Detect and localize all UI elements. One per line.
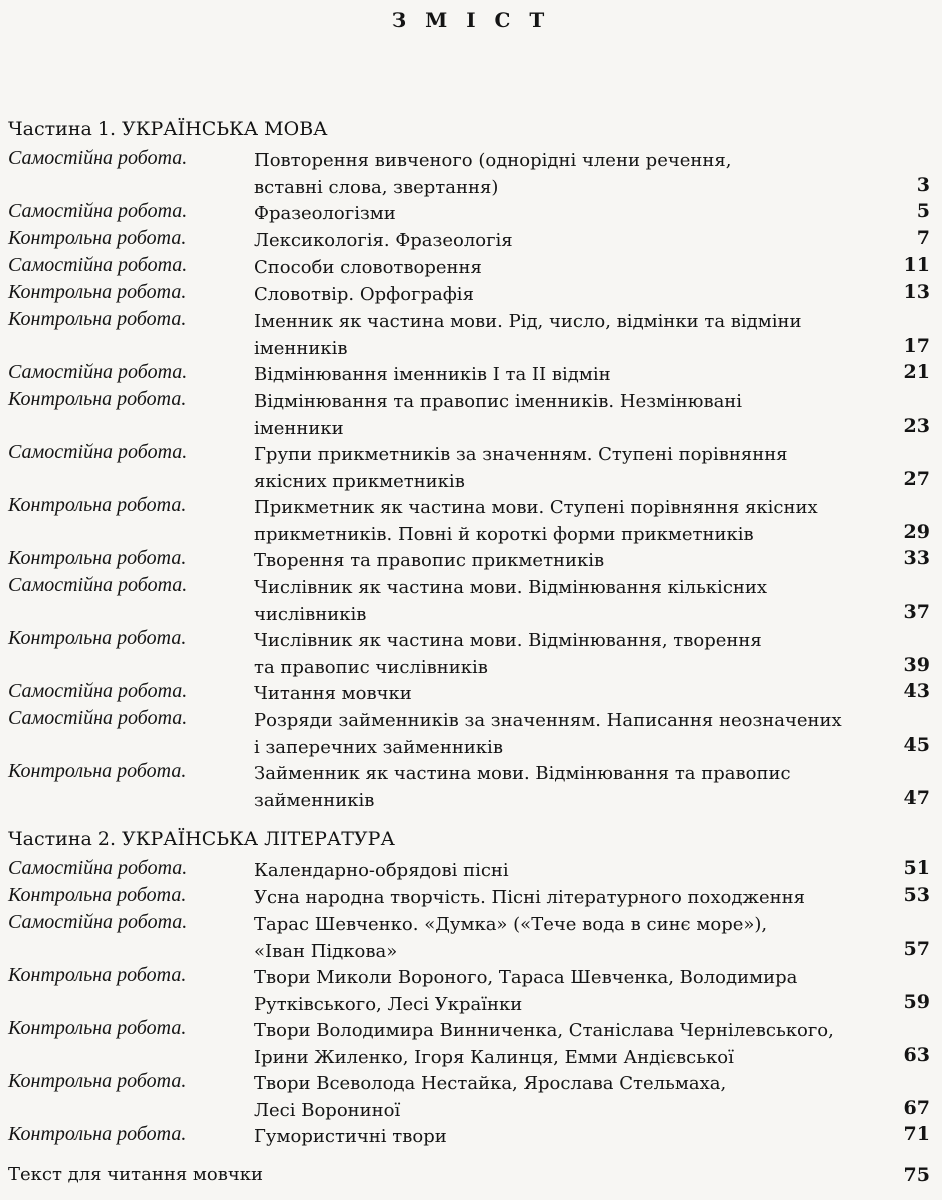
page-number: 57 — [903, 938, 930, 960]
page-number: 67 — [903, 1097, 930, 1119]
topic-line: Відмінювання іменників І та ІІ відмін — [254, 364, 611, 385]
work-type-label: Контрольна робота. — [8, 1017, 187, 1039]
topic-text — [254, 494, 894, 548]
work-type-label: Контрольна робота. — [8, 760, 187, 782]
page-number: 23 — [903, 415, 930, 437]
work-type-label: Контрольна робота. — [8, 308, 187, 330]
topic-line: іменників — [254, 338, 348, 359]
page-number: 71 — [903, 1123, 930, 1145]
work-type-label: Контрольна робота. — [8, 964, 187, 986]
topic-line: Повторення вивченого (однорідні члени речення, — [254, 150, 732, 171]
work-type-label: Контрольна робота. — [8, 884, 187, 906]
topic-text — [254, 680, 894, 707]
topic-text — [254, 147, 894, 201]
work-type-label: Контрольна робота. — [8, 1070, 187, 1092]
topic-line: Розряди займенників за значенням. Написання неозначених — [254, 710, 842, 731]
work-type-label: Контрольна робота. — [8, 494, 187, 516]
topic-text — [254, 254, 894, 281]
topic-line: «Іван Підкова» — [254, 941, 398, 962]
topic-text — [254, 441, 894, 495]
page-title: З М І С Т — [391, 8, 551, 32]
topic-text — [254, 574, 894, 628]
page-number: 13 — [903, 281, 930, 303]
work-type-label: Контрольна робота. — [8, 281, 187, 303]
topic-line: Способи словотворення — [254, 257, 482, 278]
topic-text — [254, 281, 894, 308]
topic-line: вставні слова, звертання) — [254, 177, 499, 198]
topic-text — [254, 361, 894, 388]
page-number: 27 — [903, 468, 930, 490]
topic-line: Лесі Ворониної — [254, 1100, 401, 1121]
page-number: 5 — [916, 200, 930, 222]
topic-line: іменники — [254, 418, 344, 439]
topic-line: Числівник як частина мови. Відмінювання кількісних — [254, 577, 768, 598]
topic-text — [254, 1070, 894, 1124]
work-type-label: Контрольна робота. — [8, 227, 187, 249]
page-number: 59 — [903, 991, 930, 1013]
work-type-label: Самостійна робота. — [8, 857, 188, 879]
part-heading: Частина 2. УКРАЇНСЬКА ЛІТЕРАТУРА — [8, 828, 395, 850]
topic-line: Твори Володимира Винниченка, Станіслава Чернілевського, — [254, 1020, 834, 1041]
topic-text — [254, 547, 894, 574]
topic-line: і заперечних займенників — [254, 737, 503, 758]
topic-line: Ірини Жиленко, Ігоря Калинця, Емми Андієвської — [254, 1047, 734, 1068]
topic-line: Рутківського, Лесі Українки — [254, 994, 523, 1015]
work-type-label: Самостійна робота. — [8, 680, 188, 702]
work-type-label: Самостійна робота. — [8, 361, 188, 383]
final-entry-label: Текст для читання мовчки — [8, 1164, 264, 1185]
topic-line: Фразеологізми — [254, 203, 396, 224]
topic-line: Читання мовчки — [254, 683, 412, 704]
page-number: 37 — [903, 601, 930, 623]
topic-line: Твори Миколи Вороного, Тараса Шевченка, Володимира — [254, 967, 798, 988]
page-number: 17 — [903, 335, 930, 357]
page-number: 43 — [903, 680, 930, 702]
page-number: 53 — [903, 884, 930, 906]
work-type-label: Самостійна робота. — [8, 200, 188, 222]
work-type-label: Контрольна робота. — [8, 388, 187, 410]
topic-text — [254, 760, 894, 814]
topic-line: Творення та правопис прикметників — [254, 550, 605, 571]
topic-text — [254, 964, 894, 1018]
topic-line: Займенник як частина мови. Відмінювання та правопис — [254, 763, 791, 784]
page-number: 45 — [903, 734, 930, 756]
work-type-label: Контрольна робота. — [8, 1123, 187, 1145]
page-number: 7 — [916, 227, 930, 249]
topic-line: Усна народна творчість. Пісні літературного походження — [254, 887, 805, 908]
topic-line: прикметників. Повні й короткі форми прикметників — [254, 524, 754, 545]
topic-text — [254, 911, 894, 965]
topic-text — [254, 308, 894, 362]
topic-text — [254, 857, 894, 884]
topic-text — [254, 227, 894, 254]
topic-line: Відмінювання та правопис іменників. Незмінювані — [254, 391, 743, 412]
topic-line: Тарас Шевченко. «Думка» («Тече вода в синє море»), — [254, 914, 768, 935]
topic-line: Твори Всеволода Нестайка, Ярослава Стельмаха, — [254, 1073, 727, 1094]
topic-line: Словотвір. Орфографія — [254, 284, 474, 305]
topic-line: Числівник як частина мови. Відмінювання, творення — [254, 630, 762, 651]
topic-line: Групи прикметників за значенням. Ступені порівняння — [254, 444, 788, 465]
topic-text — [254, 1017, 894, 1071]
topic-line: числівників — [254, 604, 367, 625]
topic-line: Лексикологія. Фразеологія — [254, 230, 513, 251]
part-heading: Частина 1. УКРАЇНСЬКА МОВА — [8, 118, 328, 140]
topic-text — [254, 200, 894, 227]
topic-text — [254, 884, 894, 911]
topic-text — [254, 388, 894, 442]
work-type-label: Контрольна робота. — [8, 627, 187, 649]
topic-line: Прикметник як частина мови. Ступені порівняння якісних — [254, 497, 818, 518]
page-number: 3 — [916, 174, 930, 196]
page-number: 29 — [903, 521, 930, 543]
page-number: 51 — [903, 857, 930, 879]
work-type-label: Самостійна робота. — [8, 441, 188, 463]
topic-line: Іменник як частина мови. Рід, число, відмінки та відміни — [254, 311, 802, 332]
final-entry-page: 75 — [903, 1164, 930, 1186]
topic-line: та правопис числівників — [254, 657, 488, 678]
topic-text — [254, 707, 894, 761]
page-number: 11 — [903, 254, 930, 276]
work-type-label: Контрольна робота. — [8, 547, 187, 569]
page-number: 21 — [903, 361, 930, 383]
topic-line: займенників — [254, 790, 375, 811]
topic-text — [254, 1123, 894, 1150]
topic-line: Гумористичні твори — [254, 1126, 447, 1147]
page-number: 47 — [903, 787, 930, 809]
page-number: 39 — [903, 654, 930, 676]
work-type-label: Самостійна робота. — [8, 574, 188, 596]
topic-line: якісних прикметників — [254, 471, 465, 492]
work-type-label: Самостійна робота. — [8, 911, 188, 933]
work-type-label: Самостійна робота. — [8, 147, 188, 169]
topic-text — [254, 627, 894, 681]
work-type-label: Самостійна робота. — [8, 707, 188, 729]
page-number: 63 — [903, 1044, 930, 1066]
work-type-label: Самостійна робота. — [8, 254, 188, 276]
topic-line: Календарно-обрядові пісні — [254, 860, 509, 881]
page-number: 33 — [903, 547, 930, 569]
